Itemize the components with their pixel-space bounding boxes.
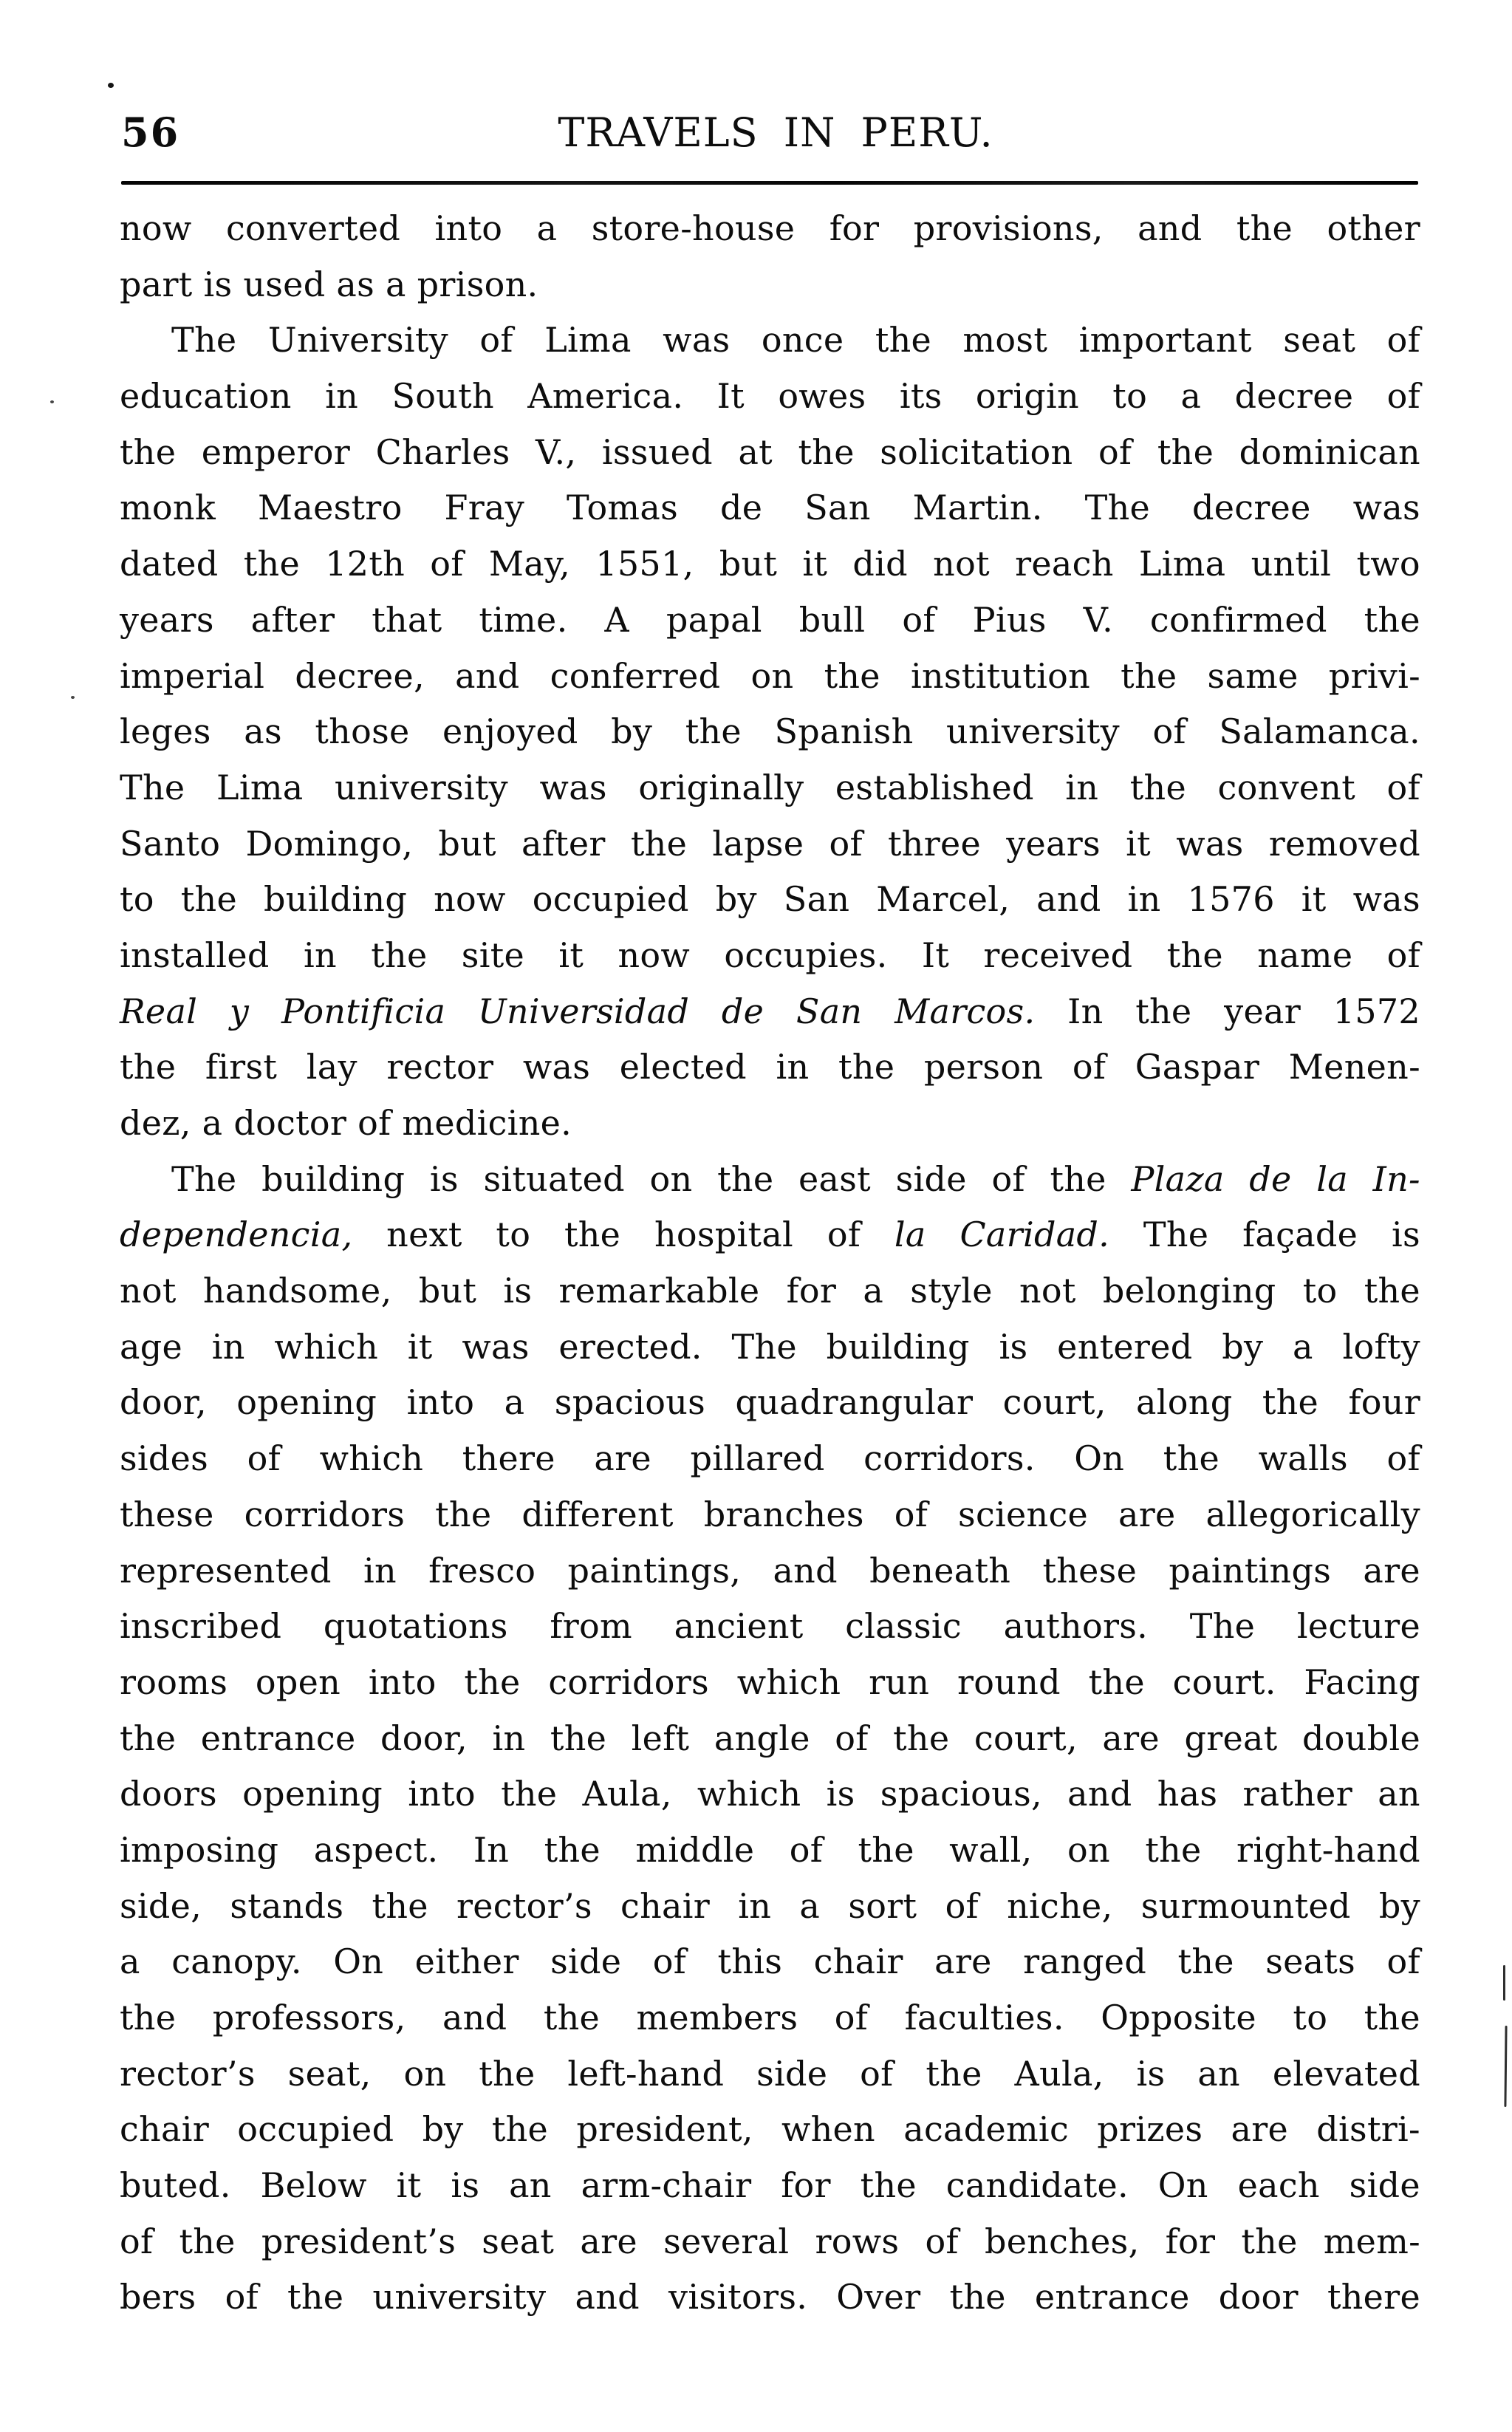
text-line: these corridors the different branches of science are allegorically (120, 1494, 1420, 1534)
text-line: dated the 12th of May, 1551, but it did not reach Lima until two (120, 544, 1420, 584)
text-line: leges as those enjoyed by the Spanish university of Salamanca. (120, 711, 1420, 752)
margin-pen-mark (1504, 2026, 1507, 2107)
text-line: buted. Below it is an arm-chair for the candidate. On each side (120, 2165, 1420, 2206)
text-line: a canopy. On either side of this chair are ranged the seats of (120, 1941, 1420, 1982)
text-line: represented in fresco paintings, and beneath these paintings are (120, 1550, 1420, 1591)
text-line: education in South America. It owes its origin to a decree of (120, 376, 1420, 417)
text-line: the entrance door, in the left angle of the court, are great double (120, 1718, 1420, 1758)
text-line: bers of the university and visitors. Over the entrance door there (120, 2277, 1420, 2317)
text-line: rector’s seat, on the left-hand side of the Aula, is an elevated (120, 2053, 1420, 2094)
text-line: to the building now occupied by San Marcel, and in 1576 it was (120, 879, 1420, 920)
running-title: TRAVELS IN PERU. (558, 109, 993, 156)
text-line: part is used as a prison. (120, 264, 538, 304)
margin-pen-mark (1503, 1965, 1505, 2001)
text-line: years after that time. A papal bull of Pius V. confirmed the (120, 599, 1420, 640)
scan-speck (108, 83, 114, 88)
text-line: the first lay rector was elected in the person of Gaspar Menen- (120, 1047, 1420, 1087)
text-line: The building is situated on the east side of the Plaza de la In- (171, 1158, 1420, 1199)
text-line: installed in the site it now occupies. It received the name of (120, 935, 1420, 975)
text-line: sides of which there are pillared corridors. On the walls of (120, 1438, 1420, 1479)
text-line: chair occupied by the president, when academic prizes are distri- (120, 2109, 1420, 2150)
running-header (0, 109, 1512, 157)
text-line: the emperor Charles V., issued at the solicitation of the dominican (120, 431, 1420, 472)
text-line: imperial decree, and conferred on the institution the same privi- (120, 655, 1420, 696)
header-rule (121, 181, 1418, 185)
text-line: monk Maestro Fray Tomas de San Martin. The decree was (120, 488, 1420, 528)
text-line: door, opening into a spacious quadrangular court, along the four (120, 1382, 1420, 1423)
scan-speck (71, 696, 75, 699)
text-line: now converted into a store-house for provisions, and the other (120, 208, 1420, 248)
scan-speck (50, 400, 54, 403)
text-line: side, stands the rector’s chair in a sort of niche, surmounted by (120, 1885, 1420, 1926)
text-line: The Lima university was originally established in the convent of (120, 767, 1420, 807)
text-line: Real y Pontificia Universidad de San Marcos. In the year 1572 (120, 991, 1420, 1031)
text-line: doors opening into the Aula, which is spacious, and has rather an (120, 1774, 1420, 1814)
page-number: 56 (121, 109, 180, 156)
text-line: not handsome, but is remarkable for a style not belonging to the (120, 1271, 1420, 1311)
text-line: Santo Domingo, but after the lapse of three years it was removed (120, 823, 1420, 864)
body-text (120, 201, 1420, 2326)
text-line: dependencia, next to the hospital of la Caridad. The façade is (120, 1215, 1420, 1255)
text-line: of the president’s seat are several rows of benches, for the mem- (120, 2221, 1420, 2261)
text-line: age in which it was erected. The building is entered by a lofty (120, 1326, 1420, 1367)
text-line: the professors, and the members of faculties. Opposite to the (120, 1998, 1420, 2038)
text-line: rooms open into the corridors which run round the court. Facing (120, 1661, 1420, 1702)
text-line: imposing aspect. In the middle of the wall, on the right-hand (120, 1829, 1420, 1870)
text-line: The University of Lima was once the most important seat of (171, 320, 1420, 361)
text-line: dez, a doctor of medicine. (120, 1103, 572, 1143)
text-line: inscribed quotations from ancient classic authors. The lecture (120, 1606, 1420, 1647)
